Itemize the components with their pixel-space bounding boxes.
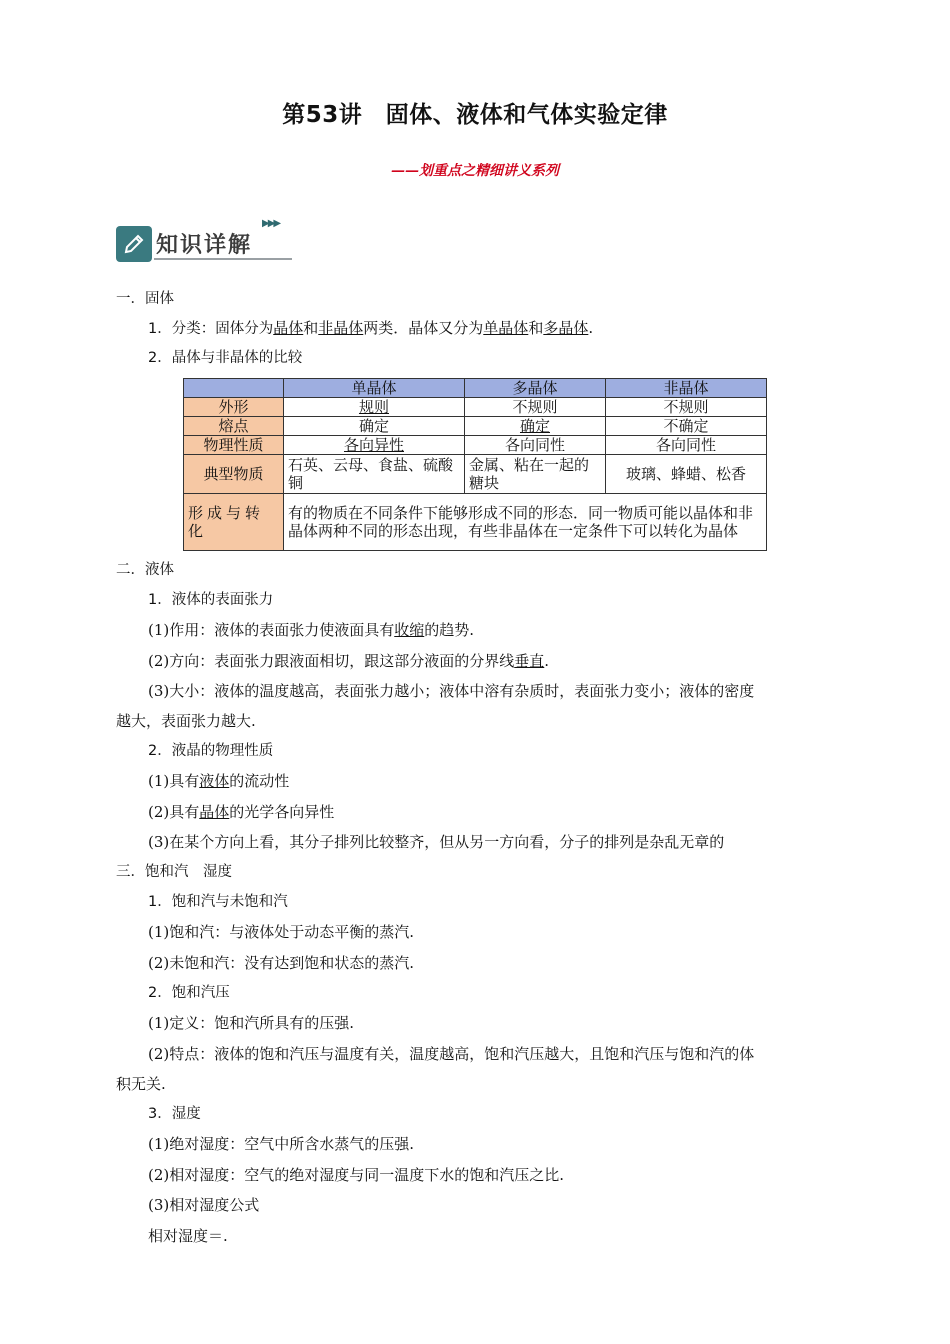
table-row: [184, 455, 767, 494]
subheading-liquid-crystal: 2．液晶的物理性质: [148, 743, 274, 759]
para-saturated: (1)饱和汽：与液体处于动态平衡的蒸汽.: [148, 923, 415, 941]
table-row: [184, 494, 767, 551]
table-cell: 不规则: [465, 398, 606, 417]
table-header-cell: [184, 379, 284, 398]
para-absolute-humidity: (1)绝对湿度：空气中所含水蒸气的压强.: [148, 1135, 415, 1153]
para-direction: (2)方向：表面张力跟液面相切，跟这部分液面的分界线垂直.: [148, 652, 550, 670]
para-magnitude: (3)大小：液体的温度越高，表面张力越小；液体中溶有杂质时，表面张力变小；液体的密度: [148, 682, 755, 700]
section-heading-solid: 一．固体: [116, 291, 174, 307]
table-cell: 确定: [284, 417, 465, 436]
para-comparison-heading: 2．晶体与非晶体的比较: [148, 350, 303, 366]
para-unsaturated: (2)未饱和汽：没有达到饱和状态的蒸汽.: [148, 954, 415, 972]
row-label: 形成与转化: [184, 494, 284, 551]
table-header-row: [184, 379, 767, 398]
page-title: 第53讲 固体、液体和气体实验定律: [282, 102, 668, 128]
table-cell: 石英、云母、食盐、硫酸铜: [284, 455, 465, 494]
table-cell: 有的物质在不同条件下能够形成不同的形态．同一物质可能以晶体和非晶体两种不同的形态出现，有些非晶体在一定条件下可以转化为晶体: [284, 494, 767, 551]
para-features-cont: 积无关.: [116, 1075, 166, 1093]
para-formula-heading: (3)相对湿度公式: [148, 1196, 260, 1214]
row-label: 熔点: [184, 417, 284, 436]
table-cell: 不确定: [606, 417, 767, 436]
table-cell: 各向同性: [465, 436, 606, 455]
table-row: [184, 436, 767, 455]
table-cell: 金属、粘在一起的糖块: [465, 455, 606, 494]
row-label: 物理性质: [184, 436, 284, 455]
table-cell: 不规则: [606, 398, 767, 417]
para-classification: 1．分类：固体分为晶体和非晶体两类．晶体又分为单晶体和多晶体.: [148, 319, 594, 337]
para-anisotropy: (2)具有晶体的光学各向异性: [148, 803, 335, 821]
table-row: [184, 417, 767, 436]
comparison-table: [183, 378, 767, 551]
para-formula: 相对湿度＝.: [148, 1227, 228, 1245]
row-label: 典型物质: [184, 455, 284, 494]
table-header-cell: 单晶体: [284, 379, 465, 398]
table-row: [184, 398, 767, 417]
subheading-humidity: 3．湿度: [148, 1106, 201, 1122]
para-definition: (1)定义：饱和汽所具有的压强.: [148, 1014, 355, 1032]
pencil-icon: [116, 226, 152, 262]
subheading-vapor-pressure: 2．饱和汽压: [148, 985, 230, 1001]
para-magnitude-cont: 越大，表面张力越大.: [116, 712, 256, 730]
badge-underline: [154, 258, 292, 260]
para-fluidity: (1)具有液体的流动性: [148, 772, 290, 790]
table-cell: 各向异性: [284, 436, 465, 455]
para-arrangement: (3)在某个方向上看，其分子排列比较整齐，但从另一方向看，分子的排列是杂乱无章的: [148, 833, 725, 851]
table-header-cell: 非晶体: [606, 379, 767, 398]
subheading-saturated: 1．饱和汽与未饱和汽: [148, 894, 288, 910]
para-relative-humidity: (2)相对湿度：空气的绝对湿度与同一温度下水的饱和汽压之比.: [148, 1166, 565, 1184]
section-heading-liquid: 二．液体: [116, 562, 174, 578]
subheading-surface-tension: 1．液体的表面张力: [148, 592, 274, 608]
para-effect: (1)作用：液体的表面张力使液面具有收缩的趋势.: [148, 621, 475, 639]
table-header-cell: 多晶体: [465, 379, 606, 398]
table-cell: 各向同性: [606, 436, 767, 455]
badge-label: 知识详解: [156, 233, 253, 258]
para-features: (2)特点：液体的饱和汽压与温度有关，温度越高，饱和汽压越大，且饱和汽压与饱和汽的体: [148, 1045, 755, 1063]
section-heading-saturated-vapor: 三．饱和汽 湿度: [116, 864, 232, 880]
table-cell: 确定: [465, 417, 606, 436]
section-badge: [116, 218, 294, 264]
page-subtitle: ——划重点之精细讲义系列: [391, 163, 559, 179]
arrows-icon: ▶▶▶: [262, 218, 280, 229]
table-cell: 规则: [284, 398, 465, 417]
row-label: 外形: [184, 398, 284, 417]
table-cell: 玻璃、蜂蜡、松香: [606, 455, 767, 494]
